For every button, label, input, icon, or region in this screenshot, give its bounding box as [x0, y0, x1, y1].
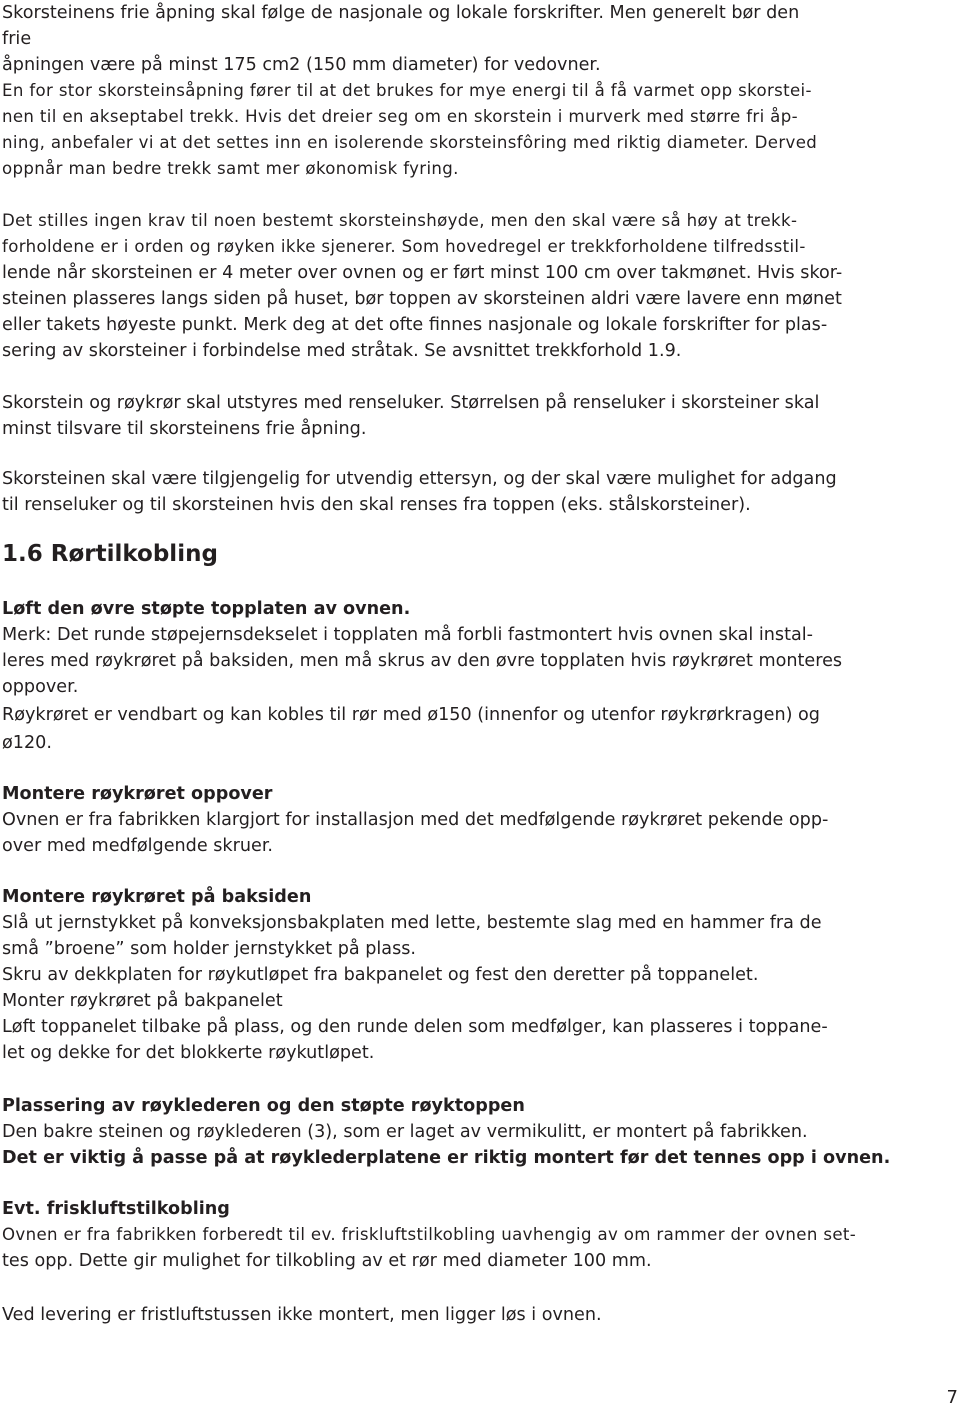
subsection-title: Evt. friskluftstilkobling	[2, 1199, 230, 1219]
text-line: minst tilsvare til skorsteinens frie åpning.	[2, 419, 367, 439]
text-line: Skru av dekkplaten for røykutløpet fra bakpanelet og fest den deretter på toppanelet.	[2, 965, 759, 985]
subsection-title: Montere røykrøret på baksiden	[2, 887, 312, 907]
text-line: Ved levering er fristluftstussen ikke montert, men ligger løs i ovnen.	[2, 1305, 602, 1325]
text-line: åpningen være på minst 175 cm2 (150 mm diameter) for vedovner.	[2, 55, 601, 75]
text-line: eller takets høyeste punkt. Merk deg at det ofte finnes nasjonale og lokale forskrifter for plas-	[2, 315, 828, 335]
text-line: Ovnen er fra fabrikken forberedt til ev. friskluftstilkobling uavhengig av om rammer der ovnen set-	[2, 1225, 857, 1244]
text-line: små ”broene” som holder jernstykket på plass.	[2, 939, 416, 959]
text-line: Slå ut jernstykket på konveksjonsbakplaten med lette, bestemte slag med en hammer fra de	[2, 913, 822, 933]
section-heading: 1.6 Rørtilkobling	[2, 541, 218, 567]
text-line: Skorstein og røykrør skal utstyres med renseluker. Størrelsen på renseluker i skorsteiner skal	[2, 393, 820, 413]
text-line: let og dekke for det blokkerte røykutløpet.	[2, 1043, 375, 1063]
subsection-title: Plassering av røyklederen og den støpte røyktoppen	[2, 1096, 525, 1116]
text-line: nen til en akseptabel trekk. Hvis det dreier seg om en skorstein i murverk med større fri åp-	[2, 107, 798, 126]
warning-line: Det er viktig å passe på at røyklederplatene er riktig montert før det tennes opp i ovnen.	[2, 1148, 891, 1168]
page-number: 7	[946, 1387, 958, 1408]
subsection-title: Løft den øvre støpte topplaten av ovnen.	[2, 599, 411, 619]
text-line: frie	[2, 29, 32, 49]
text-line: tes opp. Dette gir mulighet for tilkobling av et rør med diameter 100 mm.	[2, 1251, 652, 1271]
text-line: oppover.	[2, 677, 79, 697]
subsection-title: Montere røykrøret oppover	[2, 784, 273, 804]
text-line: til renseluker og til skorsteinen hvis den skal renses fra toppen (eks. stålskorsteiner).	[2, 495, 751, 515]
text-line: sering av skorsteiner i forbindelse med stråtak. Se avsnittet trekkforhold 1.9.	[2, 341, 682, 361]
text-line: steinen plasseres langs siden på huset, bør toppen av skorsteinen aldri være lavere enn mønet	[2, 289, 842, 309]
text-line: lende når skorsteinen er 4 meter over ovnen og er ført minst 100 cm over takmønet. Hvis skor-	[2, 263, 843, 283]
text-line: leres med røykrøret på baksiden, men må skrus av den øvre topplaten hvis røykrøret monteres	[2, 651, 843, 671]
text-line: Løft toppanelet tilbake på plass, og den runde delen som medfølger, kan plasseres i toppane-	[2, 1017, 828, 1037]
text-line: oppnår man bedre trekk samt mer økonomisk fyring.	[2, 159, 459, 178]
text-line: ø120.	[2, 733, 52, 753]
text-line: Det stilles ingen krav til noen bestemt skorsteinshøyde, men den skal være så høy at trekk-	[2, 211, 798, 230]
text-line: Skorsteinen skal være tilgjengelig for utvendig ettersyn, og der skal være mulighet for adgang	[2, 469, 837, 489]
text-line: Skorsteinens frie åpning skal følge de nasjonale og lokale forskrifter. Men generelt bør den	[2, 3, 800, 23]
text-line: Ovnen er fra fabrikken klargjort for installasjon med det medfølgende røykrøret pekende opp-	[2, 810, 829, 830]
text-line: Merk: Det runde støpejernsdekselet i topplaten må forbli fastmontert hvis ovnen skal instal-	[2, 625, 814, 645]
text-line: ning, anbefaler vi at det settes inn en isolerende skorsteinsfôring med riktig diameter. Derved	[2, 133, 818, 152]
text-line: Monter røykrøret på bakpanelet	[2, 991, 283, 1011]
text-line: forholdene er i orden og røyken ikke sjenerer. Som hovedregel er trekkforholdene tilfredsstil-	[2, 237, 806, 256]
text-line: over med medfølgende skruer.	[2, 836, 274, 856]
text-line: En for stor skorsteinsåpning fører til at det brukes for mye energi til å få varmet opp skorstei-	[2, 81, 812, 100]
text-line: Den bakre steinen og røyklederen (3), som er laget av vermikulitt, er montert på fabrikken.	[2, 1122, 808, 1142]
text-line: Røykrøret er vendbart og kan kobles til rør med ø150 (innenfor og utenfor røykrørkragen) og	[2, 705, 820, 725]
